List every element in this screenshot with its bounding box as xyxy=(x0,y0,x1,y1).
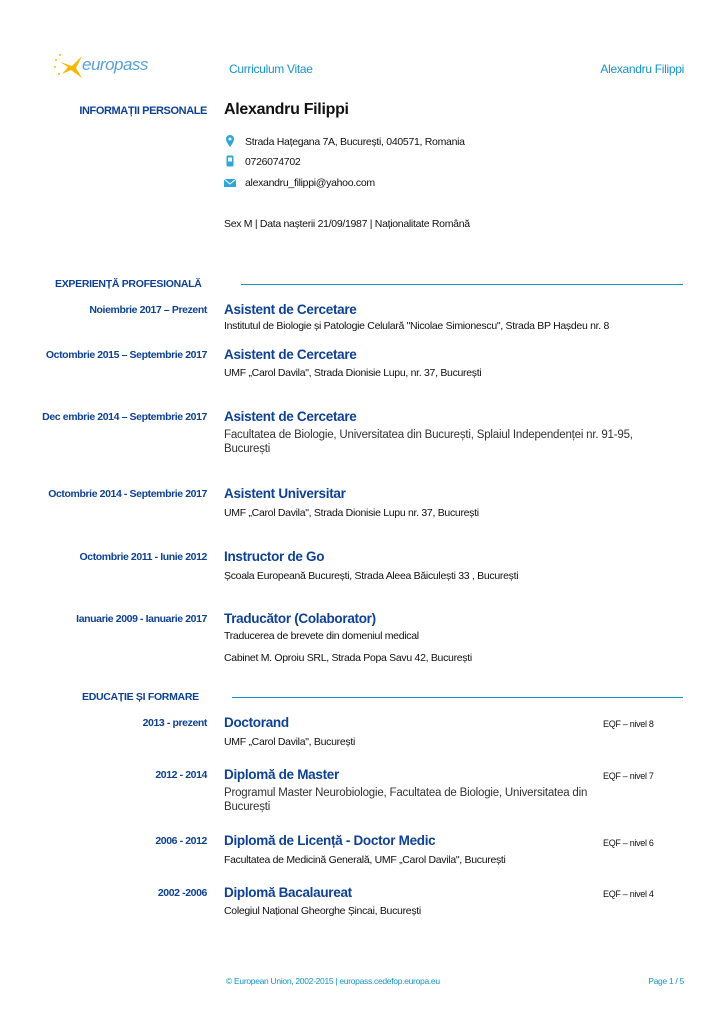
entry-title: Asistent de Cercetare xyxy=(224,302,357,317)
entry-title: Asistent de Cercetare xyxy=(224,409,357,424)
eqf-level: EQF – nivel 6 xyxy=(603,838,654,848)
europass-star-figure-icon xyxy=(52,52,86,80)
eqf-level: EQF – nivel 8 xyxy=(603,719,654,729)
entry-title: Asistent Universitar xyxy=(224,486,346,501)
personal-details: Sex M | Data nașterii 21/09/1987 | Naționalitate Română xyxy=(224,218,470,230)
entry-detail: Traducerea de brevete din domeniul medical xyxy=(224,630,419,642)
section-education-label: EDUCAȚIE ȘI FORMARE xyxy=(82,691,199,703)
entry-title: Doctorand xyxy=(224,715,289,730)
location-pin-icon xyxy=(224,135,236,147)
footer-page-number: Page 1 / 5 xyxy=(648,976,684,986)
entry-date: Octombrie 2015 – Septembrie 2017 xyxy=(45,349,207,361)
entry-date: Dec embrie 2014 – Septembrie 2017 xyxy=(42,411,207,423)
entry-detail: Școala Europeană București, Strada Aleea Băiculești 33 , București xyxy=(224,570,519,582)
phone: 0726074702 xyxy=(245,156,301,168)
logo-text: europass xyxy=(82,55,148,74)
email[interactable]: alexandru_filippi@yahoo.com xyxy=(245,177,375,189)
entry-detail: Facultatea de Medicină Generală, UMF „Carol Davila", București xyxy=(224,854,506,866)
entry-detail: Facultatea de Biologie, Universitatea din București, Splaiul Independenței nr. 91-95, București xyxy=(224,429,633,455)
entry-title: Diplomă de Master xyxy=(224,767,339,782)
europass-logo xyxy=(52,52,152,80)
entry-detail: Programul Master Neurobiologie, Facultatea de Biologie, Universitatea din București xyxy=(224,787,588,813)
entry-title: Instructor de Go xyxy=(224,549,325,564)
entry-detail: Institutul de Biologie și Patologie Celulară "Nicolae Simionescu", Strada BP Hașdeu nr. 8 xyxy=(224,320,610,332)
mobile-phone-icon xyxy=(224,155,236,167)
eqf-level: EQF – nivel 7 xyxy=(603,771,654,781)
section-personal-label: INFORMAȚII PERSONALE xyxy=(79,105,207,117)
footer-copyright: © European Union, 2002-2015 | europass.cedefop.europa.eu xyxy=(226,976,440,986)
section-divider xyxy=(232,697,683,698)
entry-detail: Colegiul Național Gheorghe Șincai, București xyxy=(224,905,421,917)
entry-title: Traducător (Colaborator) xyxy=(224,611,376,626)
person-name: Alexandru Filippi xyxy=(224,101,349,118)
entry-date: Ianuarie 2009 - Ianuarie 2017 xyxy=(76,613,207,625)
entry-detail: UMF „Carol Davila", Strada Dionisie Lupu, nr. 37, București xyxy=(224,367,482,379)
entry-detail: Cabinet M. Oproiu SRL, Strada Popa Savu 42, București xyxy=(224,652,472,664)
entry-date: 2002 -2006 xyxy=(157,887,207,899)
entry-date: Noiembrie 2017 – Prezent xyxy=(89,304,207,316)
entry-title: Diplomă Bacalaureat xyxy=(224,885,352,900)
entry-date: 2012 - 2014 xyxy=(155,769,207,781)
entry-date: Octombrie 2011 - Iunie 2012 xyxy=(79,551,207,563)
doc-title: Curriculum Vitae xyxy=(229,62,313,76)
section-divider xyxy=(241,284,683,285)
entry-detail: UMF „Carol Davila", Strada Dionisie Lupu nr. 37, București xyxy=(224,507,479,519)
email-envelope-icon xyxy=(224,177,236,189)
header-name: Alexandru Filippi xyxy=(600,62,684,76)
entry-title: Asistent de Cercetare xyxy=(224,347,357,362)
section-experience-label: EXPERIENȚĂ PROFESIONALĂ xyxy=(55,278,202,290)
address: Strada Hațegana 7A, București, 040571, Romania xyxy=(245,136,465,148)
entry-detail: UMF „Carol Davila", București xyxy=(224,736,355,748)
entry-title: Diplomă de Licență - Doctor Medic xyxy=(224,833,436,848)
entry-date: 2013 - prezent xyxy=(142,717,207,729)
entry-date: Octombrie 2014 - Septembrie 2017 xyxy=(48,488,207,500)
entry-date: 2006 - 2012 xyxy=(155,835,207,847)
eqf-level: EQF – nivel 4 xyxy=(603,889,654,899)
